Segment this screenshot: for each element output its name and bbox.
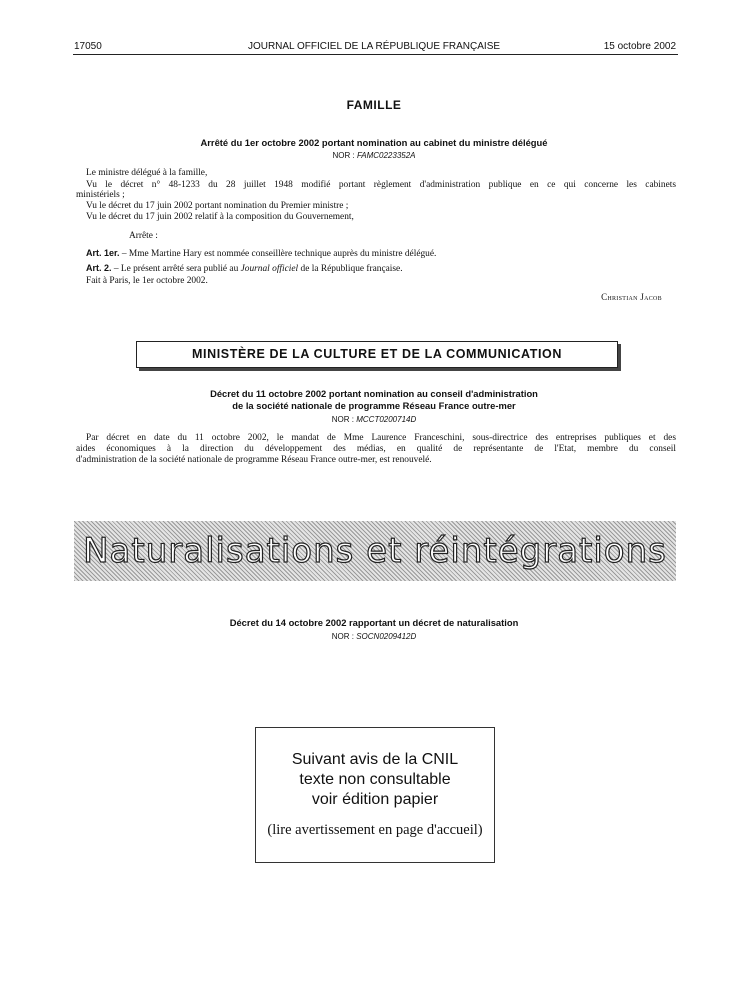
article-1-text: – Mme Martine Hary est nommée conseillère technique auprès du ministre délégué.: [119, 249, 437, 259]
page-number: 17050: [74, 41, 102, 52]
visa-decret-gouvernement: Vu le décret du 17 juin 2002 relatif à la composition du Gouvernement,: [86, 212, 354, 222]
decree-title-culture-2: de la société nationale de programme Réseau France outre-mer: [232, 400, 516, 411]
decree-title-culture-1: Décret du 11 octobre 2002 portant nomination au conseil d'administration: [210, 388, 538, 399]
nor-naturalisation: [0, 632, 748, 641]
cnil-line-1: Suivant avis de la CNIL: [291, 751, 459, 768]
nor-label: NOR :: [331, 632, 354, 641]
nor-culture: [0, 415, 748, 424]
nor-code: SOCN0209412D: [356, 632, 417, 641]
nor-code: MCCT0200714D: [356, 415, 417, 424]
article-2: [86, 263, 403, 275]
decree-title-famille: Arrêté du 1er octobre 2002 portant nomination au cabinet du ministre délégué: [200, 137, 548, 148]
banner-title: Naturalisations et réintégrations: [83, 531, 667, 571]
cnil-line-2: texte non consultable: [299, 771, 451, 788]
visa-decret-1948: Vu le décret n° 48-1233 du 28 juillet 1948 modifié portant règlement d'administration publique en ce qui concerne les cabinets: [86, 180, 676, 190]
ministry-box: [136, 341, 618, 368]
nor-label: NOR :: [332, 151, 355, 160]
article-2-text-before: – Le présent arrêté sera publié au: [111, 264, 241, 274]
article-2-text-after: de la République française.: [298, 264, 403, 274]
cnil-line-3: voir édition papier: [311, 791, 439, 808]
culture-body-line-3: d'administration de la société nationale de programme Réseau France outre-mer, est renouvelé.: [76, 455, 432, 465]
ministry-title: MINISTÈRE DE LA CULTURE ET DE LA COMMUNICATION: [192, 347, 562, 361]
visa-minister: Le ministre délégué à la famille,: [86, 168, 208, 178]
issue-date: 15 octobre 2002: [603, 41, 676, 52]
nor-code: FAMC0223352A: [356, 151, 416, 160]
signature: Christian Jacob: [601, 292, 662, 302]
naturalisations-banner: [74, 521, 676, 581]
visa-decret-premier-ministre: Vu le décret du 17 juin 2002 portant nomination du Premier ministre ;: [86, 201, 349, 211]
culture-body-line-2: aides économiques à la direction du développement des médias, en qualité de représentante de l'Etat, membre du conseil: [76, 444, 676, 454]
article-2-label: Art. 2.: [86, 263, 112, 273]
article-1-label: Art. 1er.: [86, 248, 120, 258]
decree-title-naturalisation: Décret du 14 octobre 2002 rapportant un décret de naturalisation: [229, 617, 519, 628]
section-title-famille: FAMILLE: [346, 98, 402, 112]
cnil-notice-box: [255, 727, 495, 863]
article-2-italic: Journal officiel: [240, 264, 299, 274]
cnil-note: (lire avertissement en page d'accueil): [267, 822, 483, 838]
header-rule: [73, 54, 678, 55]
article-1: [86, 248, 436, 260]
journal-title: JOURNAL OFFICIEL DE LA RÉPUBLIQUE FRANÇAISE: [247, 41, 501, 52]
nor-label: NOR :: [331, 415, 354, 424]
culture-body-line-1: Par décret en date du 11 octobre 2002, le mandat de Mme Laurence Franceschini, sous-directrice des entreprises publiques et des: [86, 433, 676, 443]
fait-a-paris: Fait à Paris, le 1er octobre 2002.: [86, 276, 208, 286]
arrete-label: Arrête :: [129, 231, 158, 241]
nor-famille: [0, 151, 748, 160]
visa-decret-1948-cont: ministériels ;: [76, 190, 125, 200]
